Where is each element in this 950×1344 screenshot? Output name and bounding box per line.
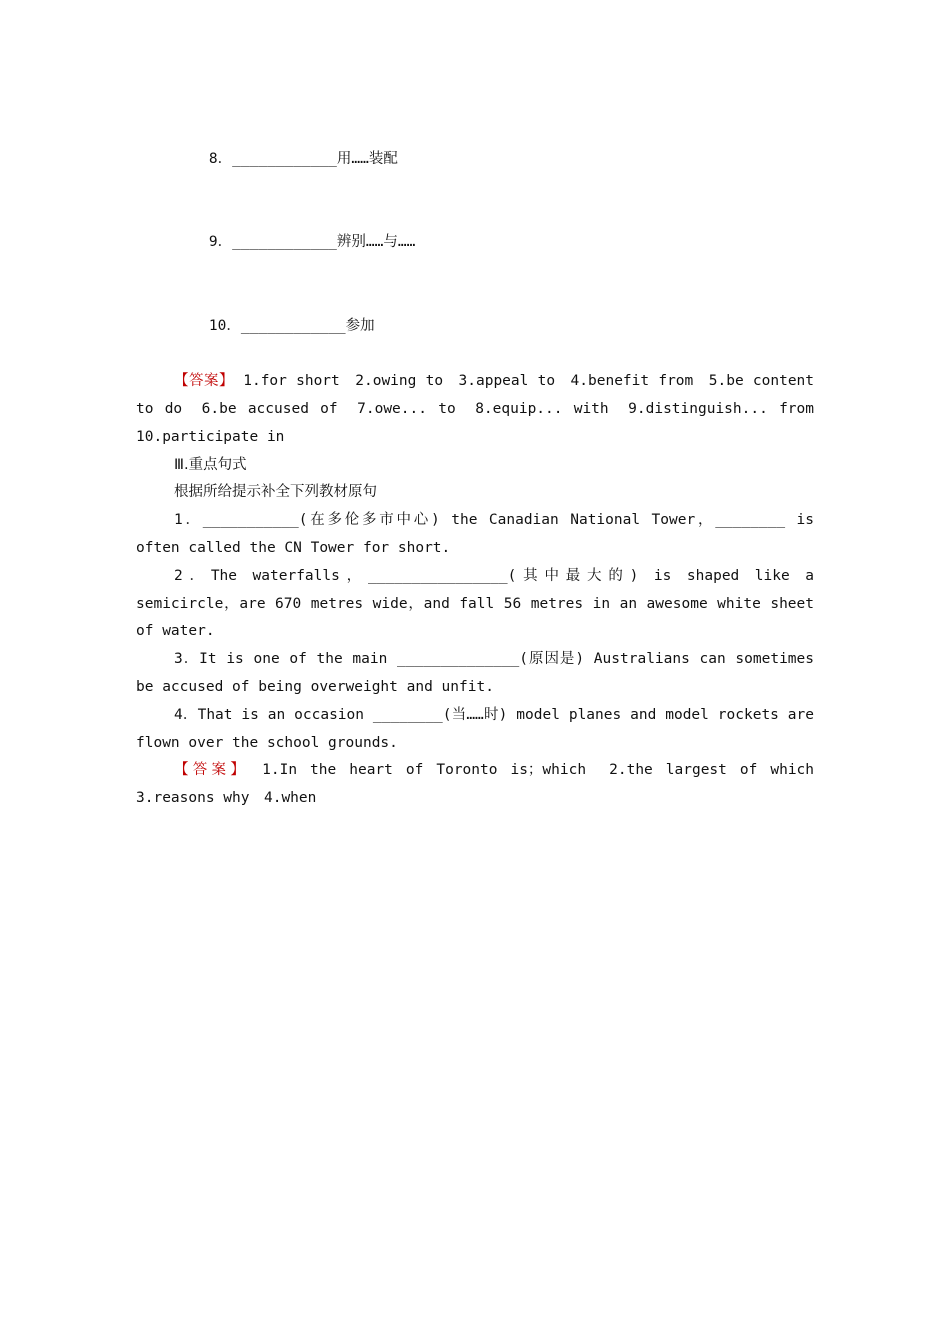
section-title: Ⅲ.重点句式 [174, 456, 247, 473]
sentence-answer-paragraph [136, 757, 829, 813]
vocab-item-number: 8． [208, 150, 233, 167]
answer-blank: ____________ [240, 317, 346, 334]
vocab-item-8 [136, 118, 814, 201]
vocab-item-hint: 参加 [345, 317, 375, 334]
answer-blank: ____________ [232, 234, 337, 251]
answer-blank: ____________ [232, 150, 337, 167]
section-instruction: 根据所给提示补全下列教材原句 [174, 484, 377, 501]
sentence-item-2: 2．The waterfalls，________________(其中最大的) is shaped like a semicircle，are 670 metres wide，and fall 56 metres in an awesome white sheet of water. [136, 567, 814, 640]
vocab-item-number: 9． [208, 234, 233, 251]
vocab-item-hint: 辨别……与…… [336, 234, 416, 251]
vocab-item-9 [136, 201, 814, 284]
document-page [136, 118, 829, 813]
sentence-answers-text: 1.In the heart of Toronto is；which 2.the largest of which 3.reasons why 4.when [136, 762, 829, 807]
vocab-answers-text: 1.for short 2.owing to 3.appeal to 4.benefit from 5.be content to do 6.be accused of 7.owe... to 8.equip... with 9.distinguish... from 10.participate in [136, 373, 829, 445]
sentence-item-3: 3．It is one of the main ______________(原因是) Australians can sometimes be accused of being overweight and unfit. [136, 651, 814, 695]
vocab-item-hint: 用……装配 [336, 150, 398, 167]
vocab-answer-paragraph [136, 368, 829, 451]
answer-label: 【答案】 [174, 373, 234, 390]
sentence-item-1: 1．___________(在多伦多市中心) the Canadian National Tower，________ is often called the CN Tower for short. [136, 512, 814, 556]
vocab-item-number: 10． [208, 317, 241, 334]
vocab-item-10 [136, 285, 814, 368]
answer-label: 【答案】 [174, 762, 250, 779]
sentence-item-4: 4．That is an occasion ________(当……时) model planes and model rockets are flown over the school grounds. [136, 706, 814, 751]
